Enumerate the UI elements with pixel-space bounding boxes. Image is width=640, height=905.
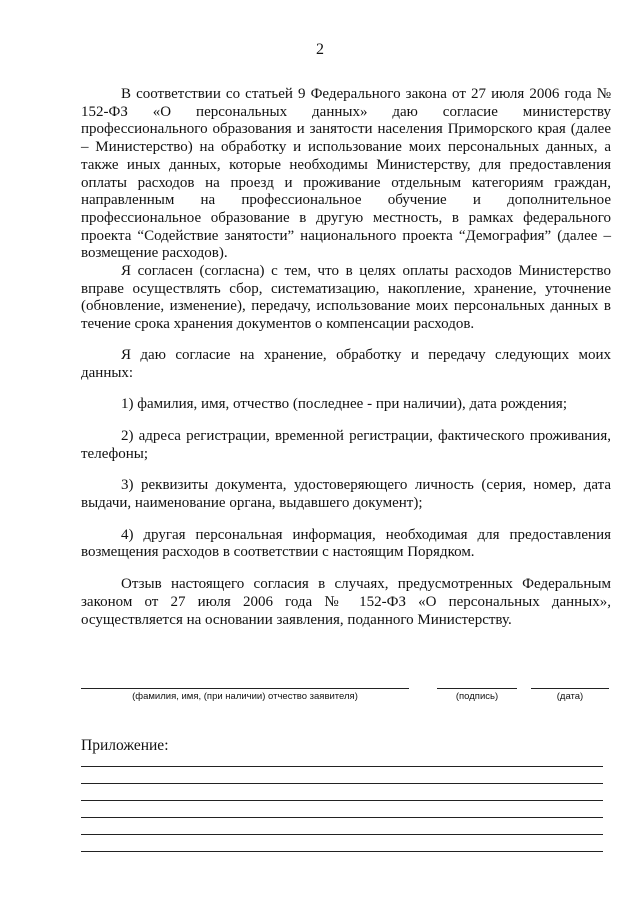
applicant-name-caption: (фамилия, имя, (при наличии) отчество заявителя) <box>132 691 358 702</box>
page-number: 2 <box>316 41 324 58</box>
list-item-addresses: 2) адреса регистрации, временной регистрации, фактического проживания, телефоны; <box>81 427 611 462</box>
paragraph-consent-intro: В соответствии со статьей 9 Федерального закона от 27 июля 2006 года № 152-ФЗ «О персональных данных» даю согласие министерству профессионального образования и занятости населения Приморского края (далее – Министерство) на обработку и использование моих персональных данных, а также иных данных, которые необходимы Министерству, для предоставления оплаты расходов на проезд и проживание отдельным категориям граждан, направленным на профессиональное обучение и дополнительное профессиональное образование в другую местность, в рамках федерального проекта “Содействие занятости” национального проекта “Демография” (далее – возмещение расходов). <box>81 86 611 262</box>
signature-line <box>437 688 517 689</box>
list-item-id-document: 3) реквизиты документа, удостоверяющего личность (серия, номер, дата выдачи, наименование органа, выдавшего документ); <box>81 477 611 512</box>
consent-text <box>81 86 611 629</box>
date-caption: (дата) <box>556 691 584 702</box>
signature-caption: (подпись) <box>455 691 499 702</box>
attachment-line <box>81 783 603 784</box>
applicant-name-line <box>81 688 409 689</box>
attachment-line <box>81 800 603 801</box>
attachment-line <box>81 851 603 852</box>
attachment-line <box>81 766 603 767</box>
paragraph-revocation: Отзыв настоящего согласия в случаях, предусмотренных Федеральным законом от 27 июля 2006 года № 152-ФЗ «О персональных данных», осуществляется на основании заявления, поданного Министерству. <box>81 576 611 628</box>
attachment-line <box>81 834 603 835</box>
attachment-line <box>81 817 603 818</box>
list-item-other-info: 4) другая персональная информация, необходимая для предоставления возмещения расходов в соответствии с настоящим Порядком. <box>81 526 611 561</box>
date-line <box>531 688 609 689</box>
paragraph-data-list-intro: Я даю согласие на хранение, обработку и передачу следующих моих данных: <box>81 346 611 381</box>
list-item-name: 1) фамилия, имя, отчество (последнее - при наличии), дата рождения; <box>121 396 567 413</box>
attachment-label: Приложение: <box>81 737 169 754</box>
signature-block <box>81 688 611 714</box>
paragraph-agreement: Я согласен (согласна) с тем, что в целях оплаты расходов Министерство вправе осуществлять сбор, систематизацию, накопление, хранение, уточнение (обновление, изменение), передачу, использование моих персональных данных в течение срока хранения документов о компенсации расходов. <box>81 263 611 333</box>
